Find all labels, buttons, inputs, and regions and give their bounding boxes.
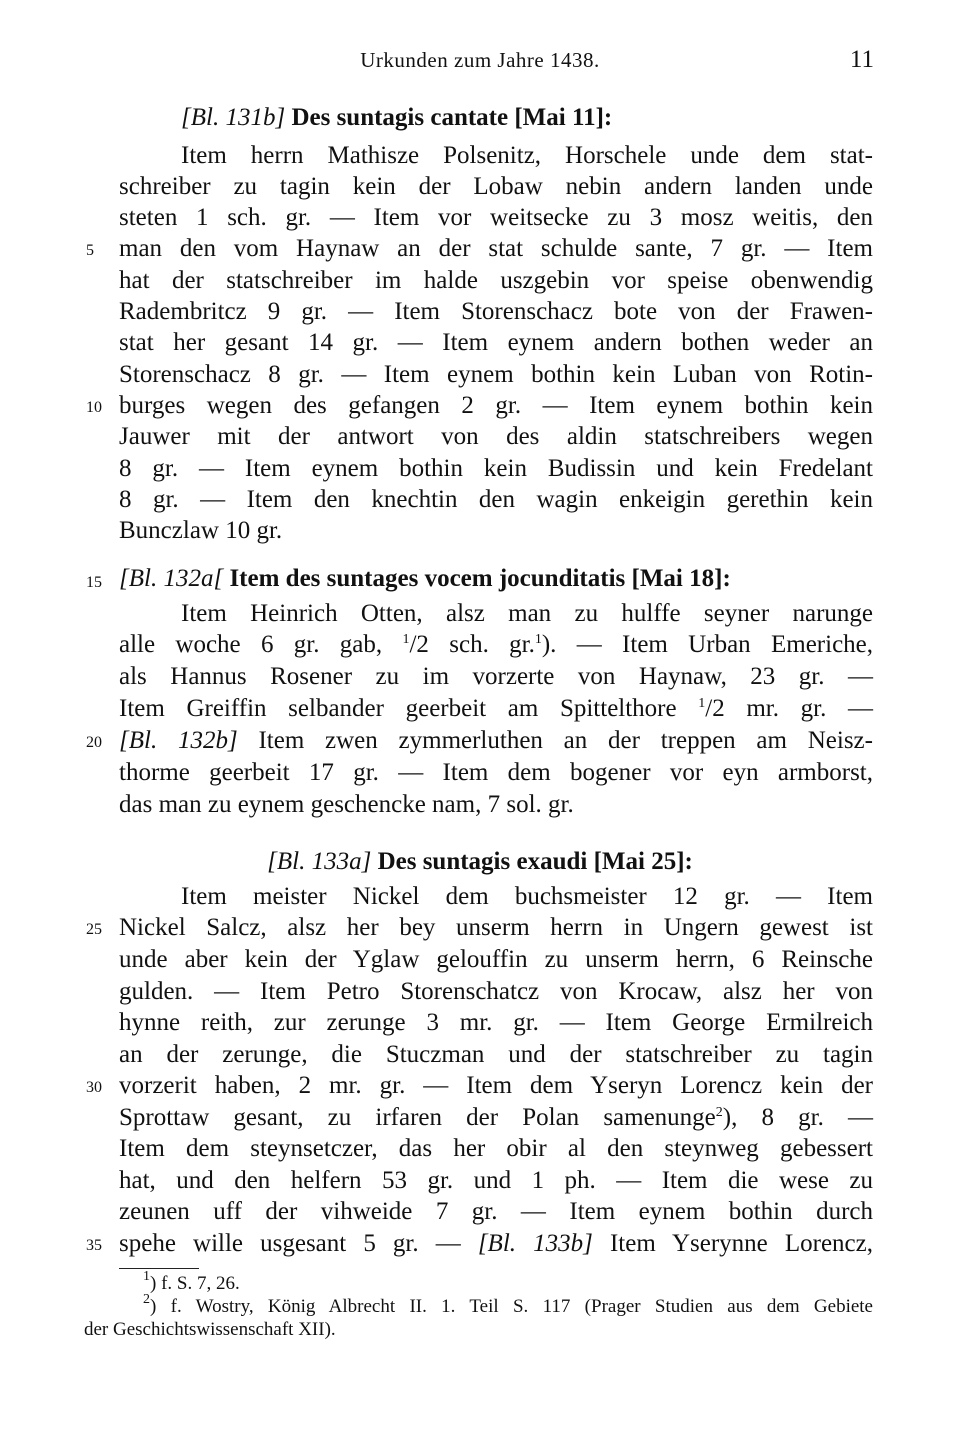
line-number: 5 [86, 242, 94, 259]
footnote-marker: 2 [143, 1292, 150, 1307]
text-line: steten 1 sch. gr. — Item vor weitsecke zu 3 mosz weitis, den [119, 204, 873, 231]
text-line: Jauwer mit der antwort von des aldin statschreibers wegen [119, 423, 873, 450]
text-line: burges wegen des gefangen 2 gr. — Item eynem bothin kein [119, 392, 873, 419]
folio-reference: [Bl. 132b] [119, 727, 238, 754]
text-line: 8 gr. — Item eynem bothin kein Budissin und kein Fredelant [119, 455, 873, 482]
fraction-numerator: 1 [402, 632, 410, 647]
text-line: 8 gr. — Item den knechtin den wagin enkeigin gerethin kein [119, 486, 873, 513]
section-title: Item des suntages vocem jocunditatis [Mai 18]: [229, 565, 731, 592]
page-header [0, 46, 960, 82]
line-number: 20 [86, 734, 102, 751]
text-line [119, 1227, 873, 1261]
section-title: Des suntagis cantate [Mai 11]: [291, 104, 613, 131]
text-line: man den vom Haynaw an der stat schulde sante, 7 gr. — Item [119, 235, 873, 262]
text-run: alle woche 6 gr. gab, [119, 631, 403, 658]
footnote-1 [143, 1269, 897, 1295]
text-line: Bunczlaw 10 gr. [119, 517, 283, 544]
page-number: 11 [849, 46, 874, 73]
text-run: Item Greiffin selbander geerbeit am Spittelthore [119, 695, 699, 722]
text-line [119, 1101, 873, 1135]
text-line [119, 724, 873, 758]
footnote-text: ) f. S. 7, 26. [150, 1273, 240, 1294]
folio-reference: [Bl. 131b] [181, 104, 286, 131]
text-line: schreiber zu tagin kein der Lobaw nebin andern landen unde [119, 173, 873, 200]
text-line: hynne reith, zur zerunge 3 mr. gr. — Item George Ermilreich [119, 1009, 873, 1036]
text-line: Item Heinrich Otten, alsz man zu hulffe seyner narunge [181, 600, 873, 627]
footnote-2 [143, 1292, 873, 1318]
text-line: vorzerit haben, 2 mr. gr. — Item dem Yseryn Lorencz kein der [119, 1072, 873, 1099]
footnote-text: ) f. Wostry, König Albrecht II. 1. Teil S. 117 (Prager Studien aus dem Gebiete [150, 1296, 873, 1317]
text-line: stat her gesant 14 gr. — Item eynem andern bothen weder an [119, 329, 873, 356]
text-line: unde aber kein der Yglaw gelouffin zu unserm herrn, 6 Reinsche [119, 946, 873, 973]
text-run: mr. gr. — [724, 695, 873, 722]
line-number: 30 [86, 1079, 102, 1096]
text-line: Nickel Salcz, alsz her bey unserm herrn in Ungern gewest ist [119, 914, 873, 941]
footnote-marker: 1 [534, 632, 542, 647]
folio-reference: [Bl. 132a[ [119, 565, 224, 592]
fraction-denominator: /2 [705, 695, 725, 722]
text-run: Sprottaw gesant, zu irfaren der Polan samenunge [119, 1104, 716, 1131]
line-number: 15 [86, 574, 102, 591]
footnote-marker: 2 [715, 1105, 723, 1120]
text-line: thorme geerbeit 17 gr. — Item dem bogener vor eyn armborst, [119, 759, 873, 786]
text-line [119, 628, 873, 662]
line-number: 10 [86, 399, 102, 416]
text-line: zeunen uff der vihweide 7 gr. — Item eynem bothin durch [119, 1198, 873, 1225]
section-title: Des suntagis exaudi [Mai 25]: [377, 848, 693, 875]
text-line: Storenschacz 8 gr. — Item eynem bothin kein Luban von Rotin- [119, 361, 873, 388]
text-line [119, 692, 873, 726]
text-line: das man zu eynem geschencke nam, 7 sol. gr. [119, 791, 574, 818]
text-line: gulden. — Item Petro Storenschatcz von Krocaw, alsz her von [119, 978, 873, 1005]
folio-reference: [Bl. 133b] [477, 1230, 593, 1257]
line-number: 35 [86, 1237, 102, 1254]
text-line: hat der statschreiber im halde uszgebin vor speise obenwendig [119, 267, 873, 294]
running-head: Urkunden zum Jahre 1438. [360, 48, 600, 72]
line-number: 25 [86, 921, 102, 938]
section-heading-vocem-jocunditatis [119, 562, 873, 596]
text-line: Item dem steynsetczer, das her obir al den steynweg gebessert [119, 1135, 873, 1162]
text-run: ). — Item Urban Emeriche, [541, 631, 874, 658]
footnote-marker: 1 [143, 1269, 150, 1284]
text-line: Item herrn Mathisze Polsenitz, Horschele unde dem stat- [181, 142, 873, 169]
fraction-denominator: /2 [409, 631, 429, 658]
section-heading-exaudi [0, 845, 960, 879]
folio-reference: [Bl. 133a] [267, 848, 372, 875]
section-heading-cantate [181, 101, 873, 135]
text-run: Item Yserynne Lorencz, [592, 1230, 873, 1257]
text-run: sch. gr. [428, 631, 535, 658]
text-line: Radembritcz 9 gr. — Item Storenschacz bote von der Frawen- [119, 298, 873, 325]
text-line: Item meister Nickel dem buchsmeister 12 gr. — Item [181, 883, 873, 910]
text-run: ), 8 gr. — [722, 1104, 873, 1131]
footnote-2-continued: der Geschichtswissenschaft XII). [84, 1319, 336, 1340]
footnote-divider [119, 1268, 199, 1269]
text-line: hat, und den helfern 53 gr. und 1 ph. — Item die wese zu [119, 1167, 873, 1194]
text-run: Item zwen zymmerluthen an der treppen am Neisz- [237, 727, 873, 754]
fraction-numerator: 1 [698, 696, 706, 711]
text-run: spehe wille usgesant 5 gr. — [119, 1230, 478, 1257]
text-line: an der zerunge, die Stuczman und der statschreiber zu tagin [119, 1041, 873, 1068]
text-line: als Hannus Rosener zu im vorzerte von Haynaw, 23 gr. — [119, 663, 873, 690]
